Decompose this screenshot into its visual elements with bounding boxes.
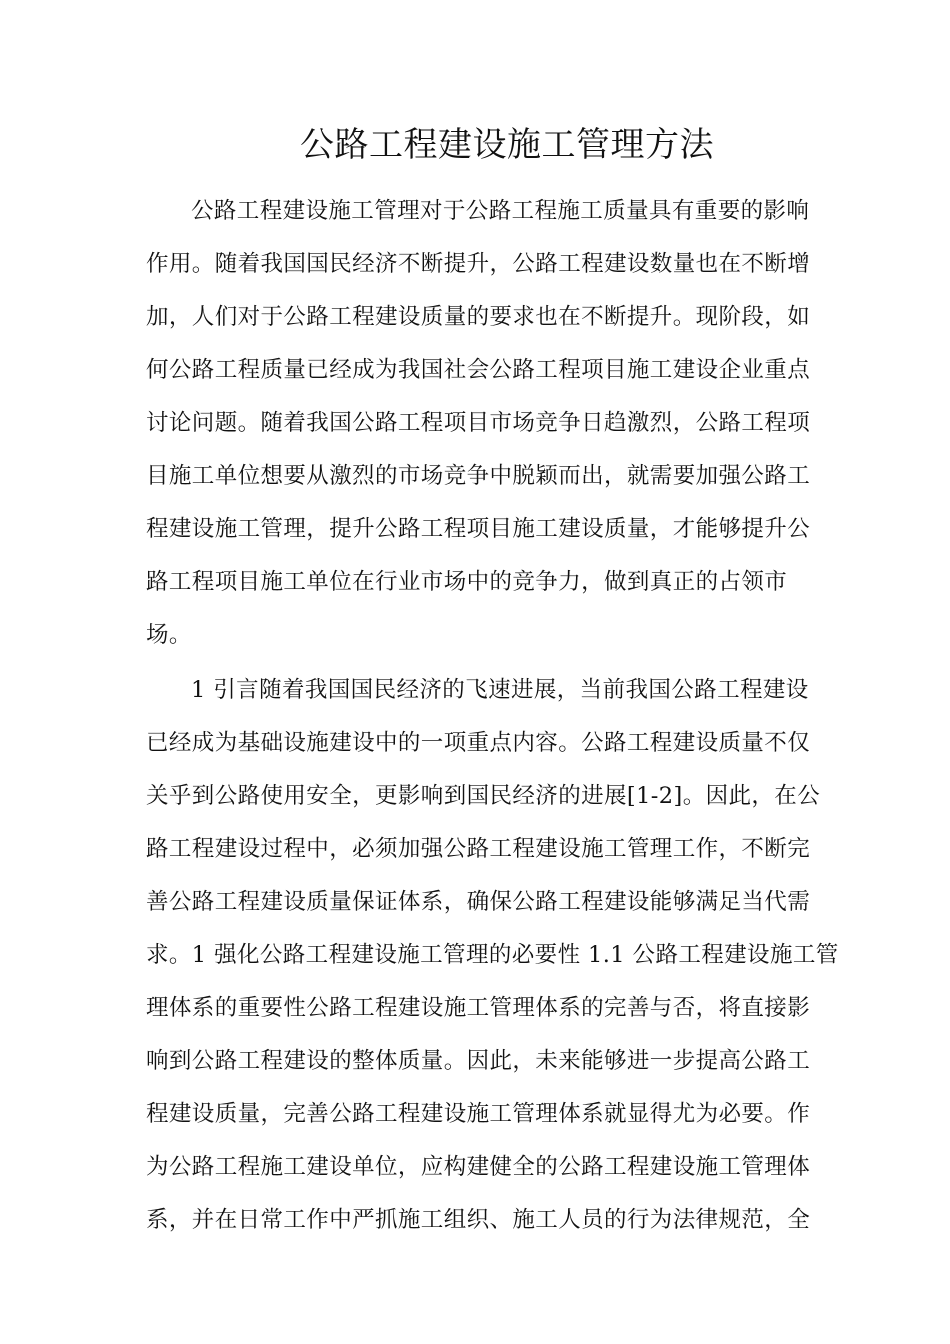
text-line: 1 引言随着我国国民经济的飞速进展，当前我国公路工程建设 [191,677,809,703]
text-line: 公路工程建设施工管理对于公路工程施工质量具有重要的影响 [191,198,810,224]
text-line: 响到公路工程建设的整体质量。因此，未来能够进一步提高公路工 [146,1048,811,1074]
text-line: 加，人们对于公路工程建设质量的要求也在不断提升。现阶段，如 [146,304,811,330]
document-title: 公路工程建设施工管理方法 [300,125,714,165]
text-line: 何公路工程质量已经成为我国社会公路工程项目施工建设企业重点 [146,357,811,383]
text-line: 为公路工程施工建设单位，应构建健全的公路工程建设施工管理体 [146,1154,811,1180]
text-line: 目施工单位想要从激烈的市场竞争中脱颖而出，就需要加强公路工 [146,463,811,489]
text-line: 已经成为基础设施建设中的一项重点内容。公路工程建设质量不仅 [146,730,811,756]
text-line: 路工程建设过程中，必须加强公路工程建设施工管理工作，不断完 [146,836,811,862]
text-line: 关乎到公路使用安全，更影响到国民经济的进展[1-2]。因此，在公 [146,783,821,809]
text-line: 场。 [146,622,192,648]
paragraph-intro [146,185,811,662]
text-line: 作用。随着我国国民经济不断提升，公路工程建设数量也在不断增 [146,251,811,277]
document-body [146,185,839,1247]
paragraph-section-1 [146,664,839,1247]
text-line: 讨论问题。随着我国公路工程项目市场竞争日趋激烈，公路工程项 [146,410,811,436]
text-line: 程建设施工管理，提升公路工程项目施工建设质量，才能够提升公 [146,516,811,542]
text-line: 理体系的重要性公路工程建设施工管理体系的完善与否，将直接影 [146,995,811,1021]
text-line: 程建设质量，完善公路工程建设施工管理体系就显得尤为必要。作 [146,1101,811,1127]
text-line: 系，并在日常工作中严抓施工组织、施工人员的行为法律规范，全 [146,1207,811,1233]
text-line: 善公路工程建设质量保证体系，确保公路工程建设能够满足当代需 [146,889,811,915]
text-line: 路工程项目施工单位在行业市场中的竞争力，做到真正的占领市 [146,569,788,595]
text-line: 求。1 强化公路工程建设施工管理的必要性 1.1 公路工程建设施工管 [146,942,839,968]
